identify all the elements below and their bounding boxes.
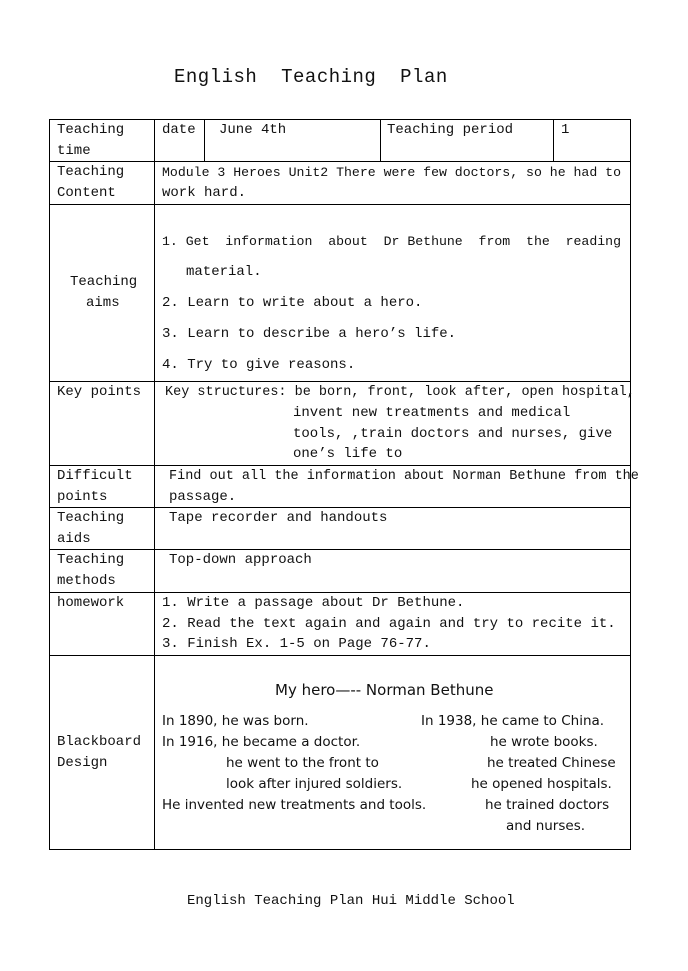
blackboard-right-3: he treated Chinese [487, 755, 616, 771]
label-teaching-aids-line1: Teaching [57, 510, 125, 526]
label-key-points: Key points [57, 384, 142, 400]
column-divider [154, 119, 155, 850]
difficult-points-line1: Find out all the information about Norman Bethune from the [169, 469, 639, 484]
label-teaching-methods-line2: methods [57, 573, 116, 589]
label-date: date [162, 122, 196, 138]
blackboard-right-6: and nurses. [506, 818, 586, 834]
key-points-line1: Key structures: be born, front, look after, open hospital, [165, 385, 635, 400]
label-teaching-content-line2: Content [57, 185, 116, 201]
aim-4: 4. Try to give reasons. [162, 357, 356, 373]
aim-3: 3. Learn to describe a hero’s life. [162, 326, 457, 342]
difficult-points-line2: passage. [169, 489, 237, 505]
teaching-aids-value: Tape recorder and handouts [169, 510, 388, 526]
row-divider [49, 204, 631, 205]
label-teaching-content-line1: Teaching [57, 164, 125, 180]
homework-item-2: 2. Read the text again and again and try to recite it. [162, 616, 616, 632]
blackboard-left-4: look after injured soldiers. [226, 776, 403, 792]
homework-item-1: 1. Write a passage about Dr Bethune. [162, 595, 465, 611]
homework-item-3: 3. Finish Ex. 1-5 on Page 76-77. [162, 636, 431, 652]
blackboard-right-2: he wrote books. [490, 734, 598, 750]
column-divider [380, 119, 381, 162]
key-points-line4: one’s life to [293, 446, 403, 462]
label-blackboard-design-line2: Design [57, 755, 108, 771]
label-teaching-aims-line1: Teaching [70, 274, 138, 290]
blackboard-right-1: In 1938, he came to China. [421, 713, 605, 729]
blackboard-right-4: he opened hospitals. [471, 776, 612, 792]
key-points-line3: tools, ,train doctors and nurses, give [293, 426, 613, 442]
table-border-left [49, 119, 50, 850]
blackboard-right-5: he trained doctors [485, 797, 610, 813]
label-homework: homework [57, 595, 125, 611]
column-divider [204, 119, 205, 162]
table-border-top [49, 119, 631, 120]
label-difficult-points-line1: Difficult [57, 468, 133, 484]
blackboard-left-1: In 1890, he was born. [162, 713, 309, 729]
page-footer: English Teaching Plan Hui Middle School [187, 893, 515, 909]
page-title: English Teaching Plan [174, 66, 448, 88]
label-teaching-period: Teaching period [387, 122, 514, 138]
row-divider [49, 655, 631, 656]
label-blackboard-design-line1: Blackboard [57, 734, 142, 750]
teaching-methods-value: Top-down approach [169, 552, 312, 568]
teaching-period-value: 1 [561, 122, 570, 138]
blackboard-heading: My hero—-- Norman Bethune [275, 681, 494, 699]
blackboard-left-3: he went to the front to [226, 755, 379, 771]
aim-1-line2: material. [186, 264, 262, 280]
date-value: June 4th [219, 122, 287, 138]
blackboard-left-5: He invented new treatments and tools. [162, 797, 427, 813]
label-teaching-aims-line2: aims [86, 295, 120, 311]
label-difficult-points-line2: points [57, 489, 108, 505]
table-border-bottom [49, 849, 631, 850]
key-points-line2: invent new treatments and medical [293, 405, 571, 421]
label-teaching-methods-line1: Teaching [57, 552, 125, 568]
blackboard-left-2: In 1916, he became a doctor. [162, 734, 361, 750]
aim-2: 2. Learn to write about a hero. [162, 295, 423, 311]
column-divider [553, 119, 554, 162]
teaching-content-line2: work hard. [162, 185, 247, 201]
label-teaching-time-line2: time [57, 143, 91, 159]
row-divider [49, 549, 631, 550]
label-teaching-aids-line2: aids [57, 531, 91, 547]
teaching-content-line1: Module 3 Heroes Unit2 There were few doctors, so he had to [162, 165, 621, 180]
label-teaching-time-line1: Teaching [57, 122, 125, 138]
aim-1-line1: 1. Get information about Dr Bethune from the reading [162, 234, 621, 249]
